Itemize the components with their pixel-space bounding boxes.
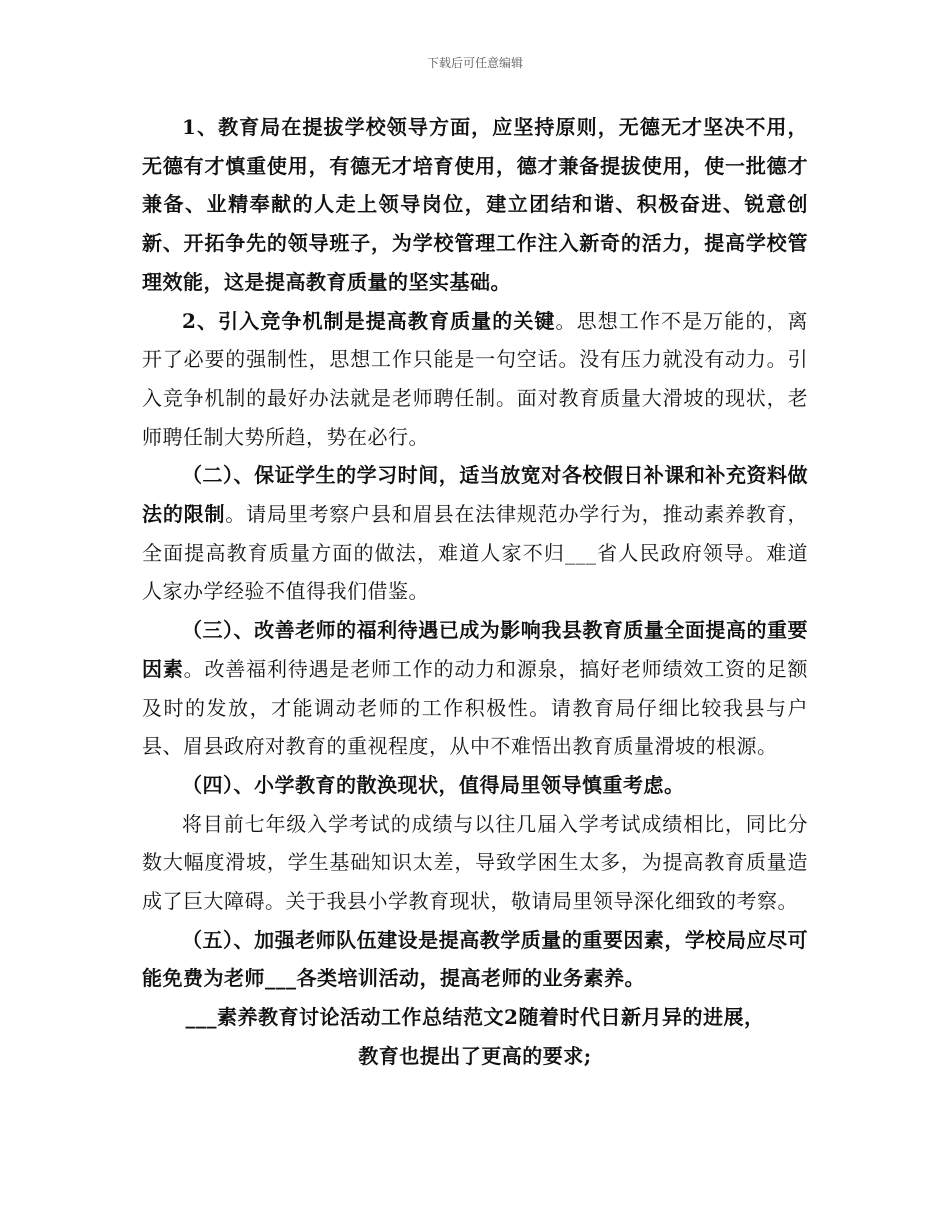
paragraph-5-bold: （四）、小学教育的散涣现状，值得局里领导慎重考虑。 xyxy=(182,772,685,797)
paragraph-6 xyxy=(142,805,808,921)
paragraph-3 xyxy=(142,456,808,611)
closing-line-2: 教育也提出了更高的要求; xyxy=(358,1043,592,1068)
paragraph-7 xyxy=(142,921,808,998)
paragraph-7-bold: （五）、加强老师队伍建设是提高教学质量的重要因素，学校局应尽可能免费为老师___各类培训活动，提高老师的业务素养。 xyxy=(142,927,808,991)
paragraph-3-text: 。请局里考察户县和眉县在法律规范办学行为，推动素养教育，全面提高教育质量方面的做法，难道人家不归___省人民政府领导。难道人家办学经验不值得我们借鉴。 xyxy=(142,502,809,604)
paragraph-1 xyxy=(142,108,808,302)
paragraph-2 xyxy=(142,302,808,457)
paragraph-4-bold: （三）、改善老师的福利待遇已成为影响我县教育质量全面提高的重要因素 xyxy=(142,618,808,681)
paragraph-6-text: 将目前七年级入学考试的成绩与以往几届入学考试成绩相比，同比分数大幅度滑坡，学生基础知识太差，导致学困生太多，为提高教育质量造成了巨大障碍。关于我县小学教育现状，敬请局里领导深化细致的考察。 xyxy=(142,811,808,914)
paragraph-3-bold: （二）、保证学生的学习时间，适当放宽对各校假日补课和补充资料做法的限制 xyxy=(142,463,808,527)
paragraph-1-bold: 1、教育局在提拔学校领导方面，应坚持原则，无德无才坚决不用，无德有才慎重使用，有德无才培育使用，德才兼备提拔使用，使一批德才兼备、业精奉献的人走上领导岗位，建立团结和谐、积极奋进、锐意创新、开拓争先的领导班子，为学校管理工作注入新奇的活力，提高学校管理效能，这是提高教育质量的坚实基础。 xyxy=(142,115,808,294)
closing-line-1: ___素养教育讨论活动工作总结范文2随着时代日新月异的进展， xyxy=(185,1005,765,1030)
paragraph-4-text: 。改善福利待遇是老师工作的动力和源泉，搞好老师绩效工资的足额及时的发放，才能调动老师的工作积极性。请教育局仔细比较我县与户县、眉县政府对教育的重视程度，从中不难悟出教育质量滑坡的根源。 xyxy=(142,656,809,759)
page-header: 下载后可任意编辑 xyxy=(426,56,523,70)
paragraph-2-text: 。思想工作不是万能的，离开了必要的强制性，思想工作只能是一句空话。没有压力就没有动力。引入竞争机制的最好办法就是老师聘任制。面对教育质量大滑坡的现状，老师聘任制大势所趋，势在必行。 xyxy=(142,308,809,449)
paragraph-2-bold: 2、引入竞争机制是提高教育质量的关键 xyxy=(182,308,556,333)
paragraph-5 xyxy=(142,766,808,805)
paragraph-4 xyxy=(142,611,808,766)
document-body xyxy=(142,108,808,1076)
